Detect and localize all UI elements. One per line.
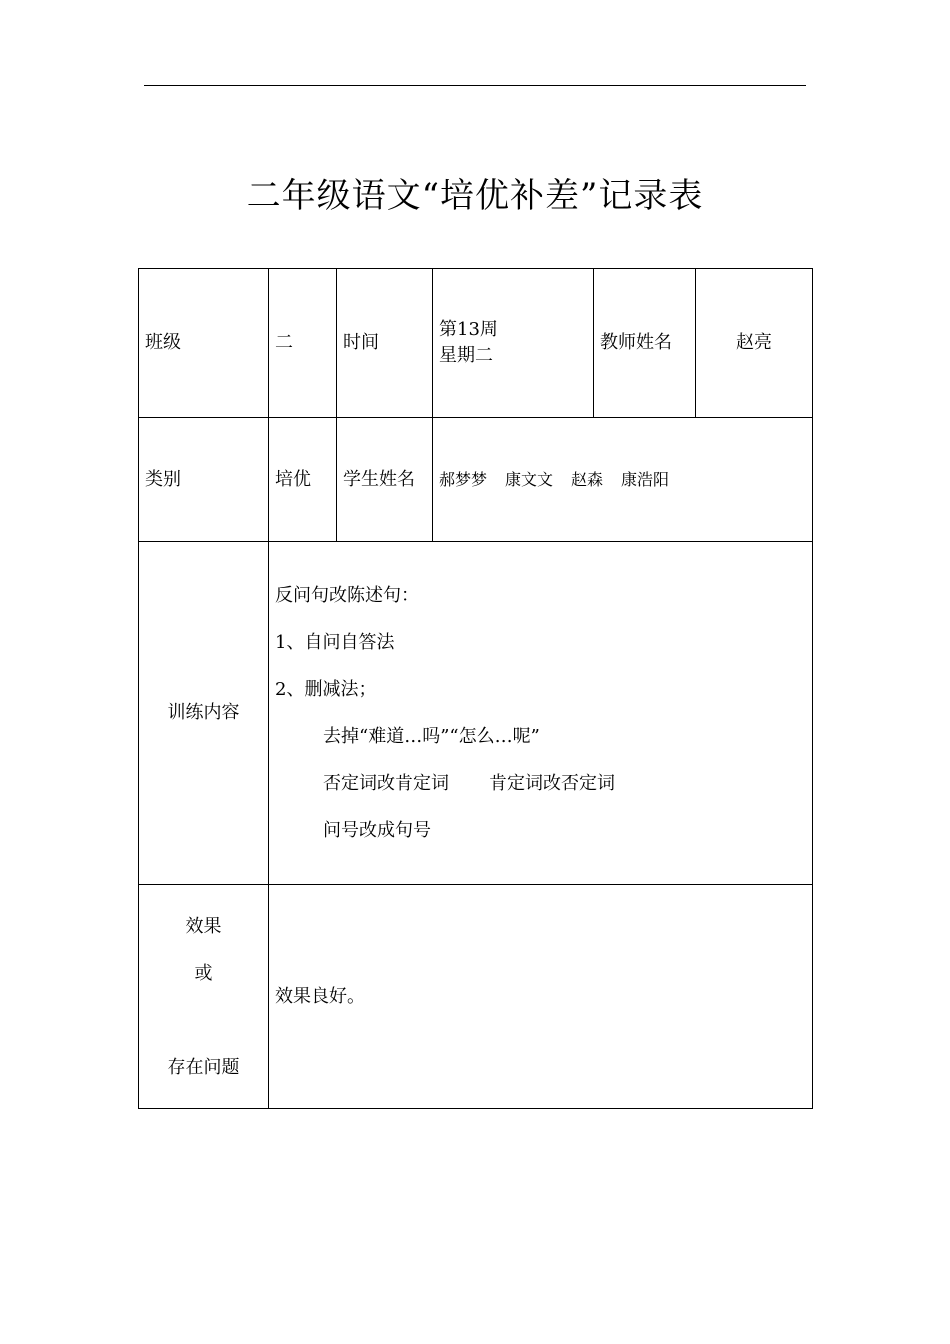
training-label: 训练内容 xyxy=(139,542,269,885)
time-value xyxy=(433,269,594,418)
training-line: 反问句改陈述句： xyxy=(275,585,419,606)
training-line: 去掉“难道…吗”“怎么…呢” xyxy=(323,726,540,747)
student-name: 赵森 xyxy=(571,469,604,489)
effect-label-line: 或 xyxy=(194,962,213,984)
training-sub: 否定词改肯定词 xyxy=(323,773,449,794)
training-sub: 肯定词改否定词 xyxy=(489,773,615,794)
class-value: 二 xyxy=(269,269,337,418)
effect-label-line: 效果 xyxy=(185,915,222,937)
time-week: 第13周 xyxy=(439,319,498,340)
document-title: 二年级语文“培优补差”记录表 xyxy=(246,176,704,216)
record-table xyxy=(138,268,813,1109)
time-label: 时间 xyxy=(337,269,433,418)
effect-value: 效果良好。 xyxy=(269,885,813,1109)
table-row-training xyxy=(139,542,813,885)
teacher-value: 赵亮 xyxy=(696,269,813,418)
training-line: 问号改成句号 xyxy=(323,820,431,841)
student-name: 康浩阳 xyxy=(621,469,670,489)
student-name: 康文文 xyxy=(505,469,554,489)
student-label: 学生姓名 xyxy=(337,418,433,542)
effect-label-line: 存在问题 xyxy=(167,1056,240,1078)
class-label: 班级 xyxy=(139,269,269,418)
training-line: 1、自问自答法 xyxy=(275,632,395,653)
teacher-label: 教师姓名 xyxy=(594,269,696,418)
header-rule xyxy=(144,85,806,86)
category-label: 类别 xyxy=(139,418,269,542)
effect-label xyxy=(139,885,269,1109)
training-line: 2、删减法； xyxy=(275,679,377,700)
table-row-effect xyxy=(139,885,813,1109)
student-names xyxy=(433,418,813,542)
training-content xyxy=(269,542,813,885)
training-line xyxy=(275,760,812,807)
table-row-info xyxy=(139,269,813,418)
time-day: 星期二 xyxy=(439,345,493,366)
category-value: 培优 xyxy=(269,418,337,542)
table-row-students xyxy=(139,418,813,542)
student-name: 郝梦梦 xyxy=(439,469,488,489)
